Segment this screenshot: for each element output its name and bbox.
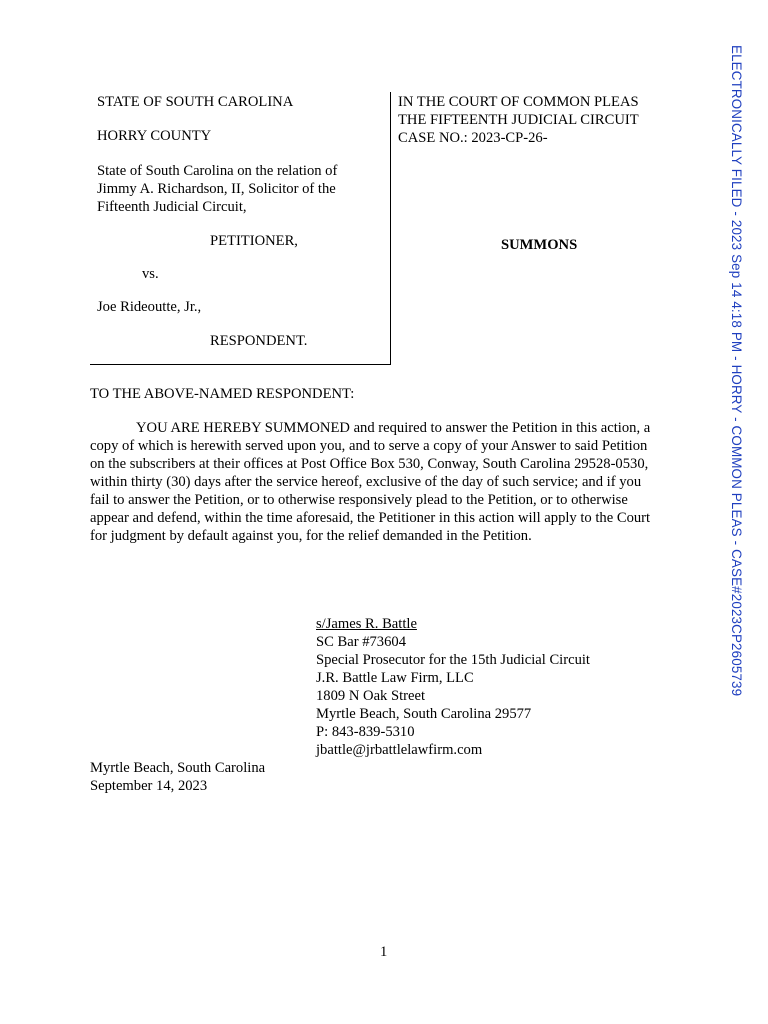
paragraph-line: appear and defend, within the time aforesaid, the Petitioner in this action will apply to the Court xyxy=(90,510,651,526)
firm-name: J.R. Battle Law Firm, LLC xyxy=(316,670,474,686)
document-title: SUMMONS xyxy=(501,237,578,253)
relation-line: Jimmy A. Richardson, II, Solicitor of the xyxy=(97,181,336,197)
place-line: Myrtle Beach, South Carolina xyxy=(90,760,266,776)
paragraph-line: on the subscribers at their offices at Post Office Box 530, Conway, South Carolina 29528-0530, xyxy=(90,456,649,472)
respondent-label: RESPONDENT. xyxy=(210,333,308,349)
signer-title: Special Prosecutor for the 15th Judicial Circuit xyxy=(316,652,590,668)
relation-line: Fifteenth Judicial Circuit, xyxy=(97,199,247,215)
bar-number: SC Bar #73604 xyxy=(316,634,406,650)
paragraph-line: for judgment by default against you, for the relief demanded in the Petition. xyxy=(90,528,532,544)
petitioner-label: PETITIONER, xyxy=(210,233,298,249)
versus-label: vs. xyxy=(142,266,159,282)
addressee-line: TO THE ABOVE-NAMED RESPONDENT: xyxy=(90,386,355,402)
phone-number: P: 843-839-5310 xyxy=(316,724,415,740)
email-address: jbattle@jrbattlelawfirm.com xyxy=(316,742,483,758)
county-heading: HORRY COUNTY xyxy=(97,128,212,144)
respondent-name: Joe Rideoutte, Jr., xyxy=(97,299,202,315)
paragraph-line: fail to answer the Petition, or to otherwise responsively plead to the Petition, or to otherwise xyxy=(90,492,628,508)
relation-line: State of South Carolina on the relation of xyxy=(97,163,338,179)
court-line: THE FIFTEENTH JUDICIAL CIRCUIT xyxy=(398,112,639,128)
state-heading: STATE OF SOUTH CAROLINA xyxy=(97,94,294,110)
city-state-zip: Myrtle Beach, South Carolina 29577 xyxy=(316,706,532,722)
electronic-filing-stamp: ELECTRONICALLY FILED - 2023 Sep 14 4:18 PM - HORRY - COMMON PLEAS - CASE#2023CP2605739 xyxy=(729,45,744,697)
date-line: September 14, 2023 xyxy=(90,778,208,794)
signature-line: s/James R. Battle xyxy=(316,616,417,632)
court-line: IN THE COURT OF COMMON PLEAS xyxy=(398,94,639,110)
paragraph-line: within thirty (30) days after the service hereof, exclusive of the day of such service; and if you xyxy=(90,474,642,490)
case-number: CASE NO.: 2023-CP-26- xyxy=(398,130,548,146)
street-address: 1809 N Oak Street xyxy=(316,688,426,704)
paragraph-line: YOU ARE HEREBY SUMMONED and required to answer the Petition in this action, a xyxy=(136,420,651,436)
paragraph-line: copy of which is herewith served upon you, and to serve a copy of your Answer to said Petition xyxy=(90,438,648,454)
page-number: 1 xyxy=(380,944,388,960)
